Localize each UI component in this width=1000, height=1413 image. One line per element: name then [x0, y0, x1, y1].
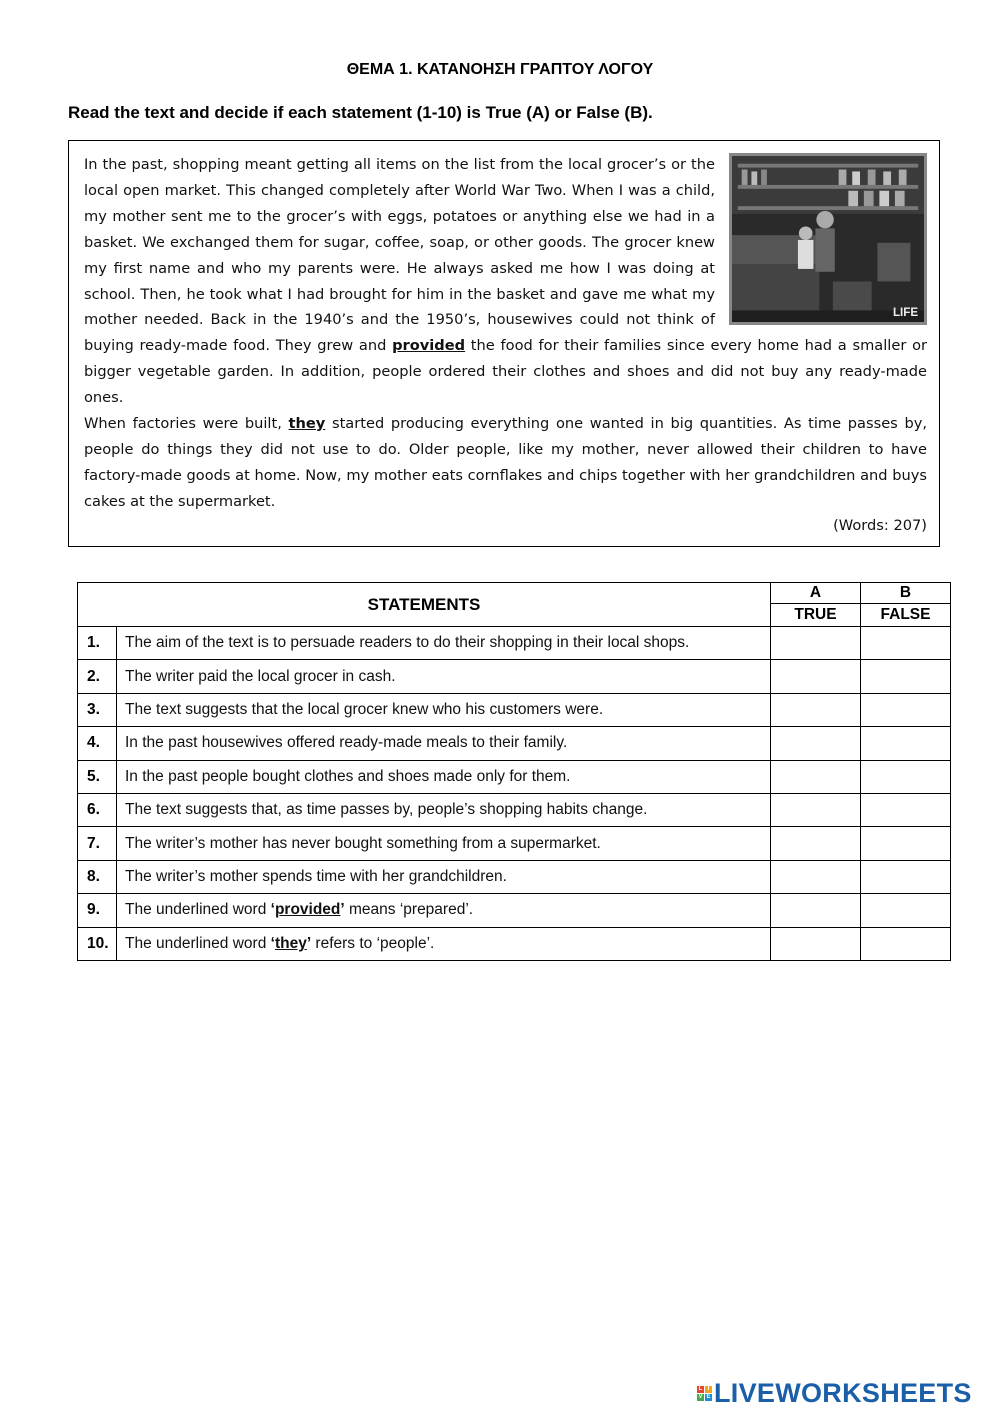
answer-cell-true[interactable] — [771, 894, 861, 927]
keyword-provided: provided — [274, 901, 341, 919]
passage-paragraph-2: When factories were built, they started producing everything one wanted in big quantities. As time passes by, people do things they did not use to do. Older people, like my mother, never allowed their children to have factory-made goods at home. Now, my mother eats cornflakes and chips together with her grandchildren and buys cakes at the supermarket. — [84, 415, 927, 510]
grocer-shop-photo — [729, 153, 927, 325]
word-count: (Words: 207) — [833, 516, 927, 534]
answer-cell-false[interactable] — [861, 827, 951, 860]
col-false-header: FALSE — [861, 604, 951, 627]
statement-number: 6. — [78, 793, 117, 826]
statements-table — [77, 582, 951, 961]
keyword-they: they — [288, 415, 326, 433]
statement-text: The writer’s mother spends time with her grandchildren. — [117, 860, 771, 893]
answer-cell-true[interactable] — [771, 693, 861, 726]
statements-header: STATEMENTS — [78, 583, 771, 627]
answer-cell-false[interactable] — [861, 660, 951, 693]
col-b-header: B — [861, 583, 951, 604]
answer-cell-true[interactable] — [771, 660, 861, 693]
answer-cell-true[interactable] — [771, 927, 861, 960]
table-row — [78, 894, 951, 927]
table-row — [78, 927, 951, 960]
statement-number: 4. — [78, 727, 117, 760]
page-heading: ΘΕΜΑ 1. ΚΑΤΑΝΟΗΣΗ ΓΡΑΠΤΟΥ ΛΟΓΟΥ — [346, 61, 654, 78]
logo-mark-icon: L I V E — [698, 1385, 711, 1400]
statement-text: The writer’s mother has never bought something from a supermarket. — [117, 827, 771, 860]
answer-cell-false[interactable] — [861, 727, 951, 760]
table-row — [78, 860, 951, 893]
reading-passage-box — [68, 140, 940, 547]
liveworksheets-logo[interactable] — [697, 1378, 972, 1408]
logo-text: LIVEWORKSHEETS — [714, 1377, 972, 1408]
answer-cell-false[interactable] — [861, 860, 951, 893]
statement-number: 5. — [78, 760, 117, 793]
answer-cell-true[interactable] — [771, 827, 861, 860]
col-true-header: TRUE — [771, 604, 861, 627]
table-row — [78, 727, 951, 760]
statement-text: The underlined word ‘provided’ means ‘prepared’. — [117, 894, 771, 927]
table-row — [78, 660, 951, 693]
statement-text: The writer paid the local grocer in cash. — [117, 660, 771, 693]
answer-cell-true[interactable] — [771, 727, 861, 760]
answer-cell-true[interactable] — [771, 627, 861, 660]
answer-cell-false[interactable] — [861, 760, 951, 793]
statement-number: 7. — [78, 827, 117, 860]
statement-text: The underlined word ‘they’ refers to ‘people’. — [117, 927, 771, 960]
statement-number: 3. — [78, 693, 117, 726]
table-row — [78, 760, 951, 793]
table-row — [78, 827, 951, 860]
statement-text: The aim of the text is to persuade readers to do their shopping in their local shops. — [117, 627, 771, 660]
keyword-they: they — [274, 934, 307, 952]
life-watermark: LIFE — [892, 306, 919, 320]
instruction: Read the text and decide if each statement (1-10) is True (A) or False (B). — [68, 103, 653, 122]
answer-cell-true[interactable] — [771, 793, 861, 826]
table-row — [78, 793, 951, 826]
photo-illustration — [732, 156, 924, 322]
answer-cell-true[interactable] — [771, 860, 861, 893]
statement-number: 2. — [78, 660, 117, 693]
keyword-provided: provided — [392, 337, 466, 355]
statement-text: In the past people bought clothes and shoes made only for them. — [117, 760, 771, 793]
answer-cell-false[interactable] — [861, 927, 951, 960]
passage-paragraph-1: In the past, shopping meant getting all items on the list from the local grocer’s or the local open market. This changed completely after World War Two. When I was a child, my mother sent me to the grocer’s with eggs, potatoes or anything else we had in a basket. We exchanged them for sugar, coffee, soap, or other goods. The grocer knew my first name and who my parents were. He always asked me how I was doing at school. Then, he took what I had brought for him in the basket and gave me what my mother needed. Back in the 1940’s and the 1950’s, housewives could not think of buying ready-made food. They grew and provided the food for their families since every home had a smaller or bigger vegetable garden. In addition, people ordered their clothes and shoes and did not buy any ready-made ones. — [84, 156, 927, 407]
statement-text: The text suggests that, as time passes by, people’s shopping habits change. — [117, 793, 771, 826]
answer-cell-false[interactable] — [861, 894, 951, 927]
table-row — [78, 627, 951, 660]
statement-number: 9. — [78, 894, 117, 927]
statement-number: 10. — [78, 927, 117, 960]
answer-cell-false[interactable] — [861, 627, 951, 660]
answer-cell-false[interactable] — [861, 793, 951, 826]
statement-number: 1. — [78, 627, 117, 660]
statement-text: The text suggests that the local grocer knew who his customers were. — [117, 693, 771, 726]
col-a-header: A — [771, 583, 861, 604]
statement-text: In the past housewives offered ready-made meals to their family. — [117, 727, 771, 760]
table-row — [78, 693, 951, 726]
answer-cell-false[interactable] — [861, 693, 951, 726]
statement-number: 8. — [78, 860, 117, 893]
answer-cell-true[interactable] — [771, 760, 861, 793]
